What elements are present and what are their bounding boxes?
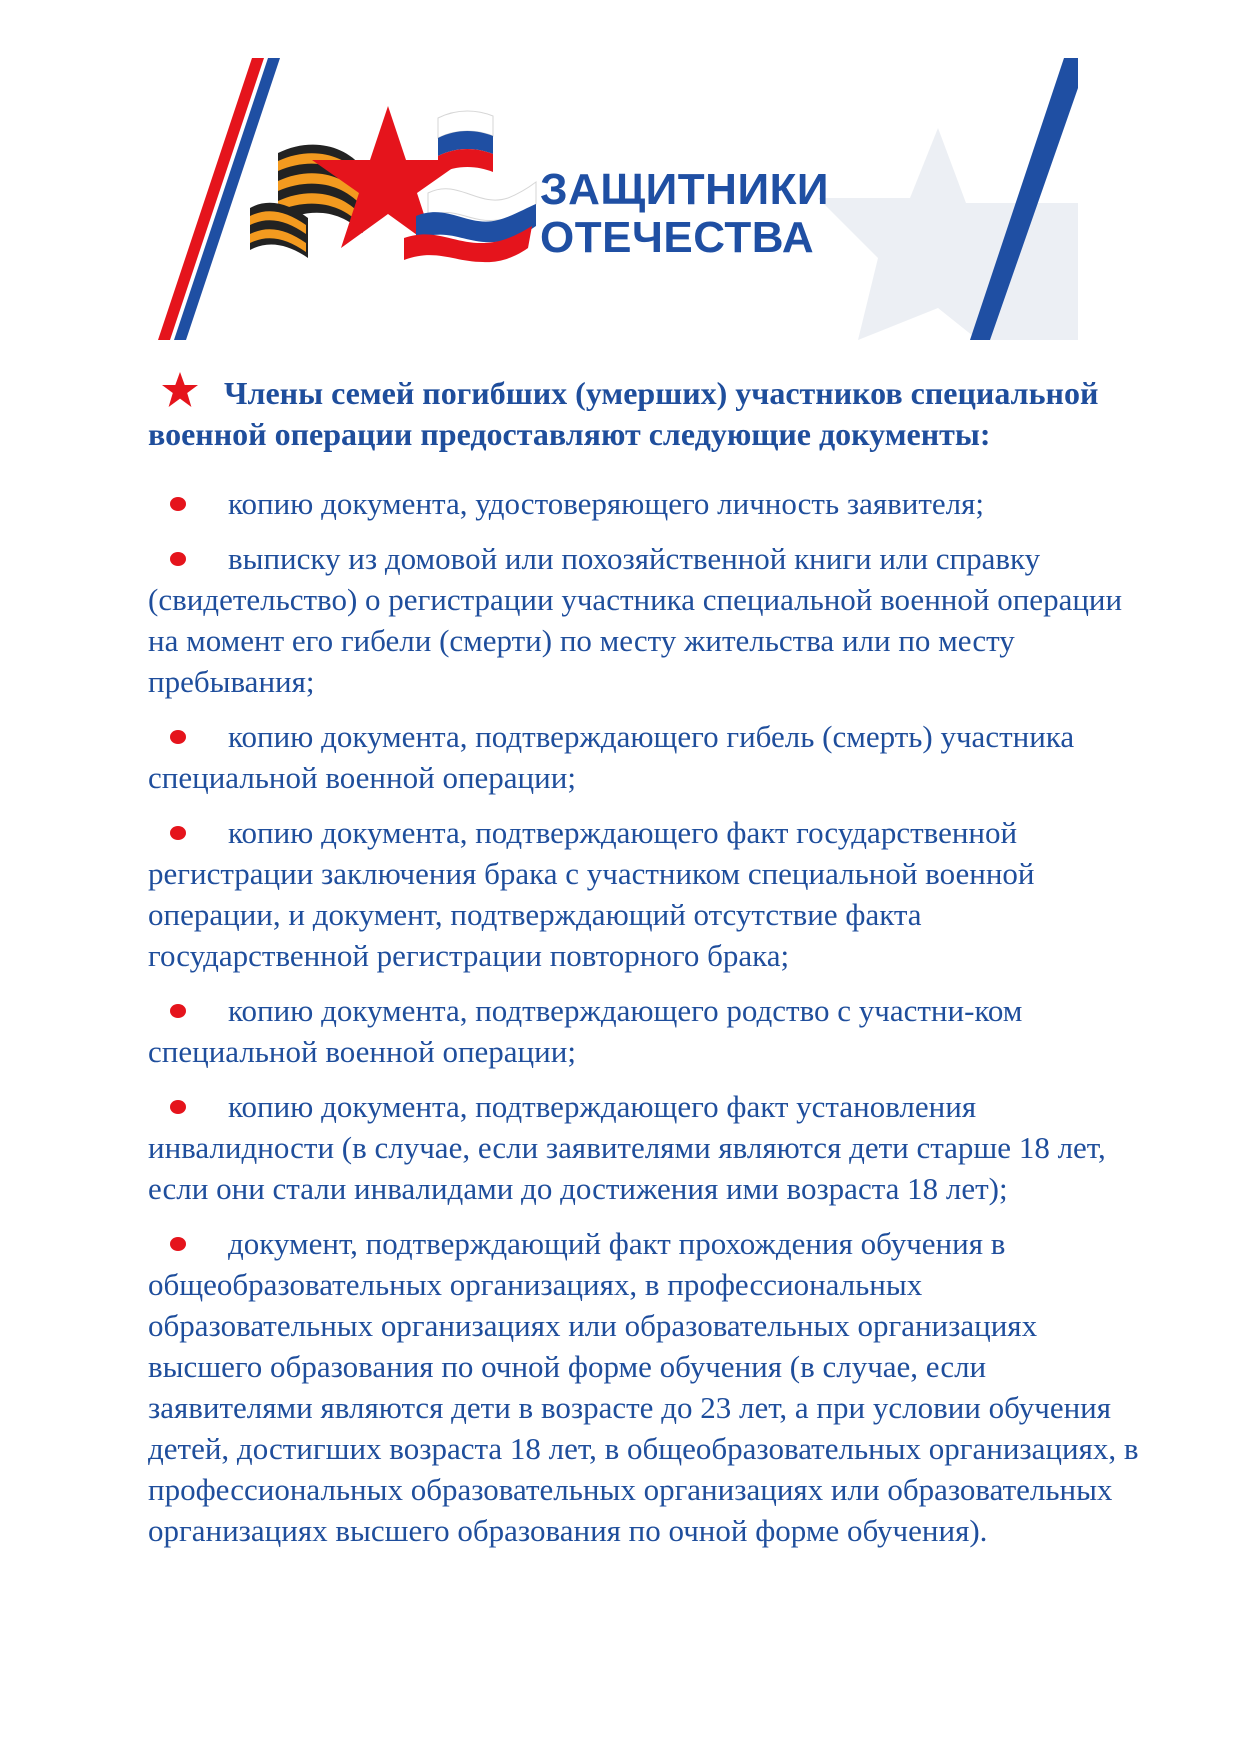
- banner-title-line-2: ОТЕЧЕСТВА: [540, 213, 815, 262]
- list-item: [148, 716, 1148, 798]
- red-dot-bullet-icon: [170, 552, 186, 566]
- documents-list: [148, 483, 1148, 1551]
- list-item: [148, 990, 1148, 1072]
- banner-title-line-1: ЗАЩИТНИКИ: [540, 165, 830, 214]
- list-item: [148, 483, 1148, 524]
- list-item-text: копию документа, подтверждающего родство с участни-ком специальной военной операции;: [148, 993, 1023, 1069]
- list-item: [148, 1086, 1148, 1209]
- list-item: [148, 538, 1148, 702]
- section-heading-text: Члены семей погибших (умерших) участников специальной военной операции предоставляют следующие документы:: [148, 375, 1099, 452]
- red-dot-bullet-icon: [170, 1100, 186, 1114]
- left-blue-stripe: [174, 58, 280, 340]
- red-dot-bullet-icon: [170, 497, 186, 511]
- banner: [158, 58, 1078, 340]
- red-dot-bullet-icon: [170, 826, 186, 840]
- left-red-stripe: [158, 58, 264, 340]
- list-item: [148, 1223, 1148, 1551]
- red-dot-bullet-icon: [170, 1004, 186, 1018]
- document-content: [148, 372, 1148, 1565]
- list-item-text: копию документа, удостоверяющего личность заявителя;: [228, 486, 985, 521]
- banner-title: [540, 166, 829, 262]
- list-item-text: документ, подтверждающий факт прохождения обучения в общеобразовательных организациях, в профессиональных образовательных организациях или образовательных организациях высшего образования по очной форме обучения (в случае, если заявителями являются дети в возрасте до 23 лет, а при условии обучения детей, достигших возраста 18 лет, в общеобразовательных организациях, в профессиональных образовательных организациях или образовательных организациях высшего образования по очной форме обучения).: [148, 1226, 1139, 1548]
- red-star-bullet-icon: [160, 372, 200, 408]
- list-item-text: копию документа, подтверждающего факт государственной регистрации заключения брака с участником специальной военной операции, и документ, подтверждающий отсутствие факта государственной регистрации повторного брака;: [148, 815, 1035, 973]
- section-heading: [148, 372, 1148, 455]
- red-dot-bullet-icon: [170, 1237, 186, 1251]
- list-item: [148, 812, 1148, 976]
- red-dot-bullet-icon: [170, 730, 186, 744]
- list-item-text: копию документа, подтверждающего факт установления инвалидности (в случае, если заявителями являются дети старше 18 лет, если они стали инвалидами до достижения ими возраста 18 лет);: [148, 1089, 1106, 1206]
- list-item-text: копию документа, подтверждающего гибель (смерть) участника специальной военной операции;: [148, 719, 1075, 795]
- list-item-text: выписку из домовой или похозяйственной книги или справку (свидетельство) о регистрации участника специальной военной операции на момент его гибели (смерти) по месту жительства или по месту пребывания;: [148, 541, 1123, 699]
